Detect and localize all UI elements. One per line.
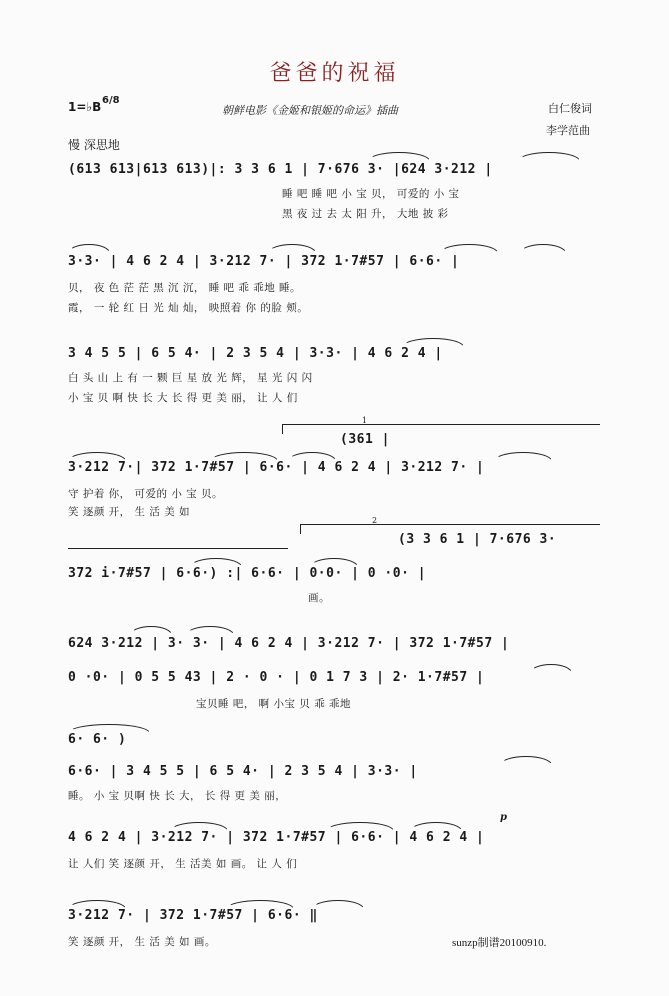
notation-line: 3·3· | 4 6 2 4 | 3·212 7· | 372 1·7#57 | 6·6· | [68, 254, 460, 269]
notation-prefix: 6· 6· ) [68, 732, 127, 747]
slur [500, 756, 552, 765]
notation-line-voice-2: 0 ·0· | 0 5 5 43 | 2 · 0 · | 0 1 7 3 | 2· 1·7#57 | [68, 670, 485, 685]
slur [130, 626, 172, 635]
lyricist: 白仁俊词 [548, 102, 592, 115]
volta-bracket-1-edge [282, 424, 283, 434]
lyrics-verse-1: 白 头 山 上 有 一 颗 巨 星 放 光 辉， 星 光 闪 闪 [68, 372, 313, 384]
lyrics-verse-2: 黑 夜 过 去 太 阳 升， 大地 披 彩 [282, 208, 449, 220]
lyrics-verse-2: 小 宝 贝 啊 快 长 大 长 得 更 美 丽， 让 人 们 [68, 392, 298, 404]
transcriber-credit: sunzp制谱20100910. [452, 937, 547, 949]
volta-bracket-2-edge [300, 524, 301, 534]
song-title: 爸爸的祝福 [269, 61, 400, 86]
notation-line-voice-1: 624 3·212 | 3· 3· | 4 6 2 4 | 3·212 7· | 372 1·7#57 | [68, 636, 510, 651]
notation-prefix: (361 | [340, 432, 390, 447]
slur [368, 152, 430, 161]
volta-bracket-1 [282, 424, 600, 425]
time-signature-value: 6/8 [102, 95, 120, 106]
notation-line: 3·212 7· | 372 1·7#57 | 6·6· ‖ [68, 908, 318, 923]
slur [68, 244, 110, 253]
slur [312, 900, 364, 909]
lyrics-verse-1: 睡 吧 睡 吧 小 宝 贝， 可爱的 小 宝 [282, 188, 460, 200]
notation-line: 6·6· | 3 4 5 5 | 6 5 4· | 2 3 5 4 | 3·3· | [68, 764, 418, 779]
slur [530, 664, 572, 673]
slur [268, 244, 316, 253]
notation-line: (613 613|613 613)|: 3 3 6 1 | 7·676 3· |624 3·212 | [68, 162, 493, 177]
subtitle: 朝鲜电影《金姬和银姬的命运》插曲 [222, 104, 398, 117]
lyrics-verse-1: 宝贝睡 吧， 啊 小宝 贝 乖 乖地 [196, 698, 352, 710]
dynamic-piano: p [500, 812, 507, 823]
repeat-line [68, 548, 288, 549]
lyrics-verse-1: 笑 逐颜 开， 生 活 美 如 画。 [68, 936, 216, 948]
slur [518, 152, 580, 161]
lyrics-verse-2: 笑 逐颜 开， 生 活 美 如 [68, 506, 191, 518]
notation-prefix: (3 3 6 1 | 7·676 3· [398, 532, 557, 547]
slur [186, 626, 234, 635]
lyrics-verse-1: 睡。 小 宝 贝啊 快 长 大， 长 得 更 美 丽， [68, 790, 287, 802]
time-signature [102, 96, 120, 105]
composer: 李学范曲 [546, 124, 590, 137]
notation-line: 4 6 2 4 | 3·212 7· | 372 1·7#57 | 6·6· | 4 6 2 4 | [68, 830, 485, 845]
tempo-marking: 慢 深思地 [68, 138, 120, 152]
lyrics-verse-1: 画。 [308, 592, 330, 604]
slur [520, 244, 566, 253]
slur [494, 452, 552, 461]
volta-number-1: 1 [362, 416, 368, 425]
lyrics-verse-1: 贝， 夜 色 茫 茫 黑 沉 沉， 睡 吧 乖 乖地 睡。 [68, 282, 302, 294]
slur [440, 244, 498, 253]
lyrics-verse-1: 守 护着 你， 可爱的 小 宝 贝。 [68, 488, 224, 500]
lyrics-verse-2: 霞， 一 轮 红 日 光 灿 灿， 映照着 你 的脸 颊。 [68, 302, 309, 314]
volta-number-2: 2 [372, 516, 378, 525]
notation-line: 372 i·7#57 | 6·6·) :| 6·6· | 0·0· | 0 ·0· | [68, 566, 427, 581]
notation-line: 3 4 5 5 | 6 5 4· | 2 3 5 4 | 3·3· | 4 6 2 4 | [68, 346, 443, 361]
notation-line: 3·212 7·| 372 1·7#57 | 6·6· | 4 6 2 4 | 3·212 7· | [68, 460, 485, 475]
volta-bracket-2 [300, 524, 600, 525]
lyrics-verse-1: 让 人们 笑 逐颜 开， 生 活美 如 画。 让 人 们 [68, 858, 298, 870]
key-signature: 1=♭B [68, 100, 102, 114]
